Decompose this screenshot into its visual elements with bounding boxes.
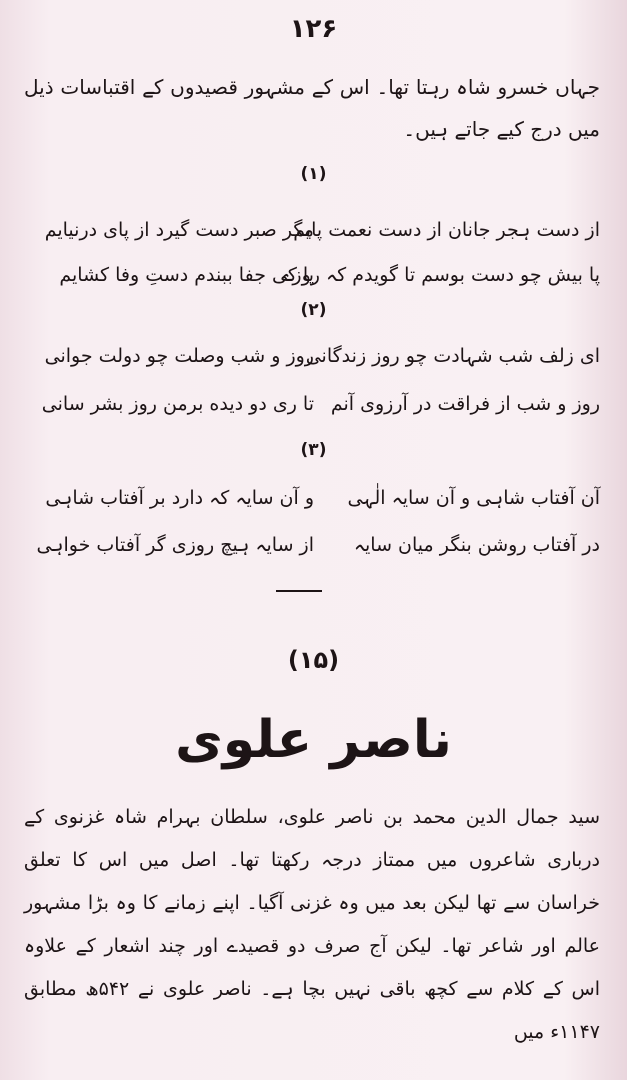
couplet: [24, 478, 600, 518]
couplet: [24, 255, 600, 295]
second-hemistich: روز و شب وصلت چو دولت جوانی: [44, 345, 314, 367]
section-number: (۱۵): [287, 646, 340, 674]
section-title: ناصر علوی: [175, 710, 452, 770]
first-hemistich: روز و شب از فراقت در آرزوی آنم: [330, 393, 600, 415]
section-divider: [276, 590, 322, 592]
second-hemistich: مگر صبر دست گیرد از پای درنیایم: [44, 219, 314, 241]
first-hemistich: در آفتاب روشن بنگر میان سایہ: [353, 534, 600, 556]
poem-number: (۲): [300, 300, 327, 320]
poem-number: (۳): [300, 440, 327, 460]
couplet: [24, 210, 600, 250]
second-hemistich: پا کی جفا ببندم دستِ وفا کشایم: [59, 264, 314, 286]
page-number: ۱۲۶: [289, 14, 338, 44]
first-hemistich: از دست ہجر جانان از دست نعمت پایم: [293, 219, 600, 241]
intro-paragraph: جہاں خسرو شاہ رہتا تھا۔ اس کے مشہور قصیدوں کے اقتباسات ذیل میں درج کیے جاتے ہیں۔: [24, 75, 600, 141]
second-hemistich: تا ری دو دیده برمن روز بشر سانی: [41, 393, 314, 415]
second-hemistich: و آن سایہ کہ دارد بر آفتاب شاہی: [45, 487, 314, 509]
couplet: [24, 525, 600, 565]
body-paragraph: سید جمال الدین محمد بن ناصر علوی، سلطان بہرام شاہ غزنوی کے درباری شاعروں میں ممتاز درجہ رکھتا تھا۔ اصل میں اس کا تعلق خراسان سے تھا لیکن بعد میں وہ غزنی آگیا۔ اپنے زمانے کا وہ بڑا مشہور عالم اور شاعر تھا۔ لیکن آج صرف دو قصیدے اور چند اشعار کے علاوہ اس کے کلام سے کچھ باقی نہیں بچا ہے۔ ناصر علوی نے ۵۴۲ھ مطابق ۱۱۴۷ء میں: [24, 806, 600, 1043]
first-hemistich: آن آفتاب شاہی و آن سایہ الٰہی: [347, 487, 600, 509]
first-hemistich: پا بیش چو دست بوسم تا گویدم کہ روزے: [281, 264, 600, 286]
second-hemistich: از سایہ ہیچ روزی گر آفتاب خواہی: [36, 534, 314, 556]
first-hemistich: ای زلف شب شہادت چو روز زندگانی: [305, 345, 600, 367]
poem-number: (۱): [300, 164, 327, 184]
couplet: [24, 384, 600, 424]
couplet: [24, 336, 600, 376]
